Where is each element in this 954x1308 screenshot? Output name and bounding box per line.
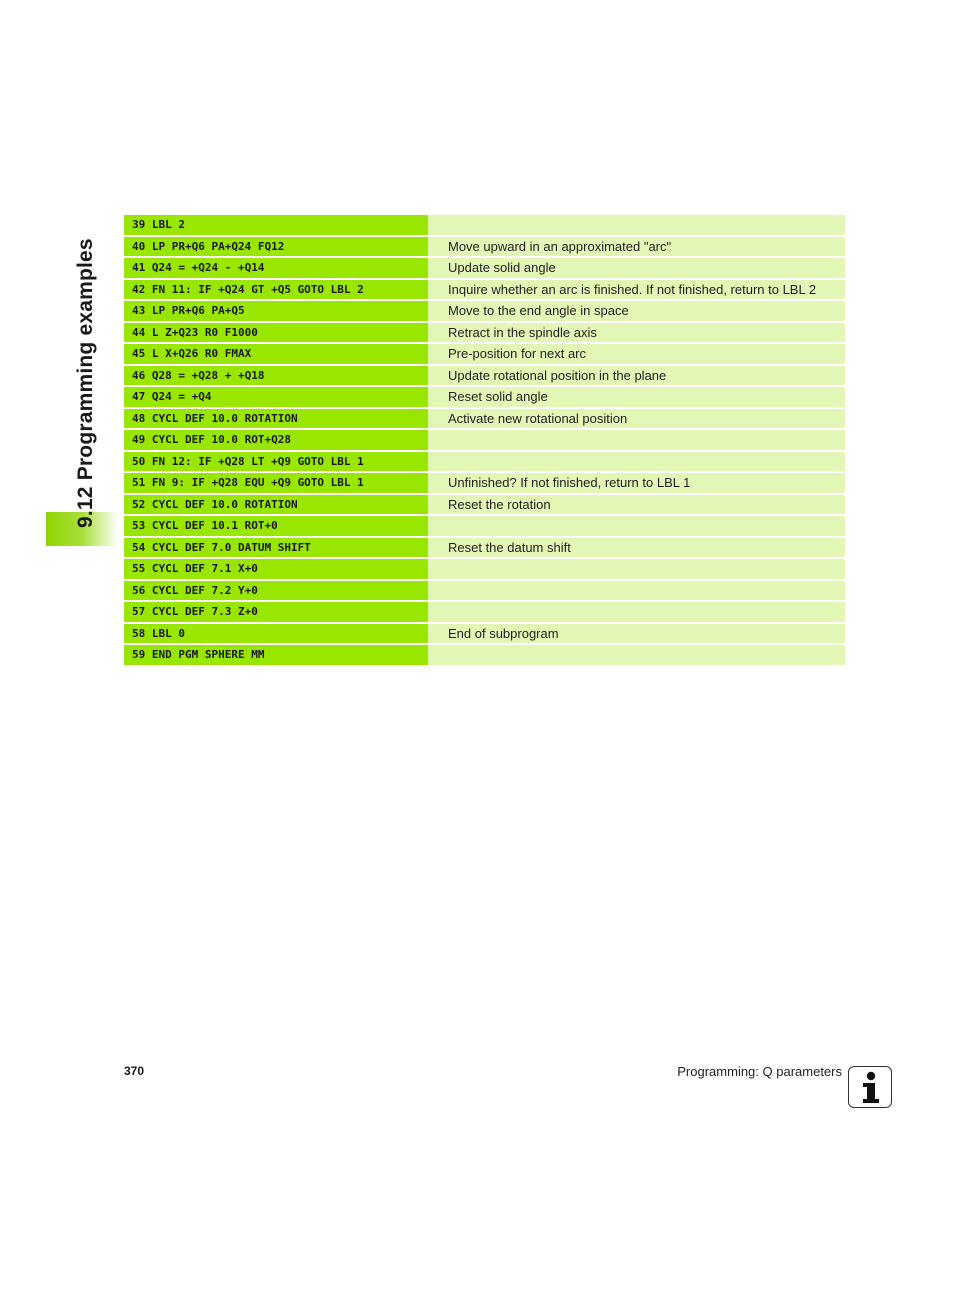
code-comment: Move to the end angle in space [428,301,845,321]
code-line: 55 CYCL DEF 7.1 X+0 [124,559,428,579]
page-number: 370 [124,1064,145,1078]
table-row [124,258,845,278]
table-row [124,344,845,364]
code-line: 48 CYCL DEF 10.0 ROTATION [124,409,428,429]
table-row [124,581,845,601]
code-line: 39 LBL 2 [124,215,428,235]
code-comment [428,559,845,579]
table-row [124,323,845,343]
info-icon [848,1066,892,1108]
table-row [124,516,845,536]
code-comment: Update rotational position in the plane [428,366,845,386]
code-comment: Activate new rotational position [428,409,845,429]
table-row [124,301,845,321]
code-comment: Inquire whether an arc is finished. If not finished, return to LBL 2 [428,280,845,300]
table-row [124,559,845,579]
table-row [124,237,845,257]
code-line: 41 Q24 = +Q24 - +Q14 [124,258,428,278]
table-row [124,215,845,235]
table-row [124,387,845,407]
code-comment: Unfinished? If not finished, return to LBL 1 [428,473,845,493]
code-line: 57 CYCL DEF 7.3 Z+0 [124,602,428,622]
code-comment [428,215,845,235]
code-line: 42 FN 11: IF +Q24 GT +Q5 GOTO LBL 2 [124,280,428,300]
table-row [124,473,845,493]
table-row [124,452,845,472]
code-comment [428,581,845,601]
chapter-name: Programming: Q parameters [677,1064,842,1079]
code-comment: Move upward in an approximated "arc" [428,237,845,257]
code-comment: Retract in the spindle axis [428,323,845,343]
code-line: 50 FN 12: IF +Q28 LT +Q9 GOTO LBL 1 [124,452,428,472]
table-row [124,645,845,665]
table-row [124,624,845,644]
code-comment [428,452,845,472]
code-comment [428,645,845,665]
code-comment: Reset the rotation [428,495,845,515]
code-comment [428,430,845,450]
code-comment [428,602,845,622]
table-row [124,538,845,558]
code-line: 46 Q28 = +Q28 + +Q18 [124,366,428,386]
code-line: 59 END PGM SPHERE MM [124,645,428,665]
code-comment [428,516,845,536]
code-line: 58 LBL 0 [124,624,428,644]
code-line: 53 CYCL DEF 10.1 ROT+0 [124,516,428,536]
chapter-heading: 9.12 Programming examples [74,238,97,528]
code-line: 47 Q24 = +Q4 [124,387,428,407]
info-glyph-icon [849,1067,893,1109]
table-row [124,366,845,386]
table-row [124,602,845,622]
code-comment: Reset the datum shift [428,538,845,558]
code-comment: Update solid angle [428,258,845,278]
code-line: 45 L X+Q26 R0 FMAX [124,344,428,364]
code-line: 44 L Z+Q23 R0 F1000 [124,323,428,343]
program-listing [124,215,845,667]
code-comment: Pre-position for next arc [428,344,845,364]
code-line: 49 CYCL DEF 10.0 ROT+Q28 [124,430,428,450]
code-line: 43 LP PR+Q6 PA+Q5 [124,301,428,321]
code-line: 52 CYCL DEF 10.0 ROTATION [124,495,428,515]
table-row [124,280,845,300]
table-row [124,409,845,429]
code-comment: End of subprogram [428,624,845,644]
table-row [124,495,845,515]
code-line: 51 FN 9: IF +Q28 EQU +Q9 GOTO LBL 1 [124,473,428,493]
code-comment: Reset solid angle [428,387,845,407]
code-line: 56 CYCL DEF 7.2 Y+0 [124,581,428,601]
code-line: 54 CYCL DEF 7.0 DATUM SHIFT [124,538,428,558]
table-row [124,430,845,450]
code-line: 40 LP PR+Q6 PA+Q24 FQ12 [124,237,428,257]
